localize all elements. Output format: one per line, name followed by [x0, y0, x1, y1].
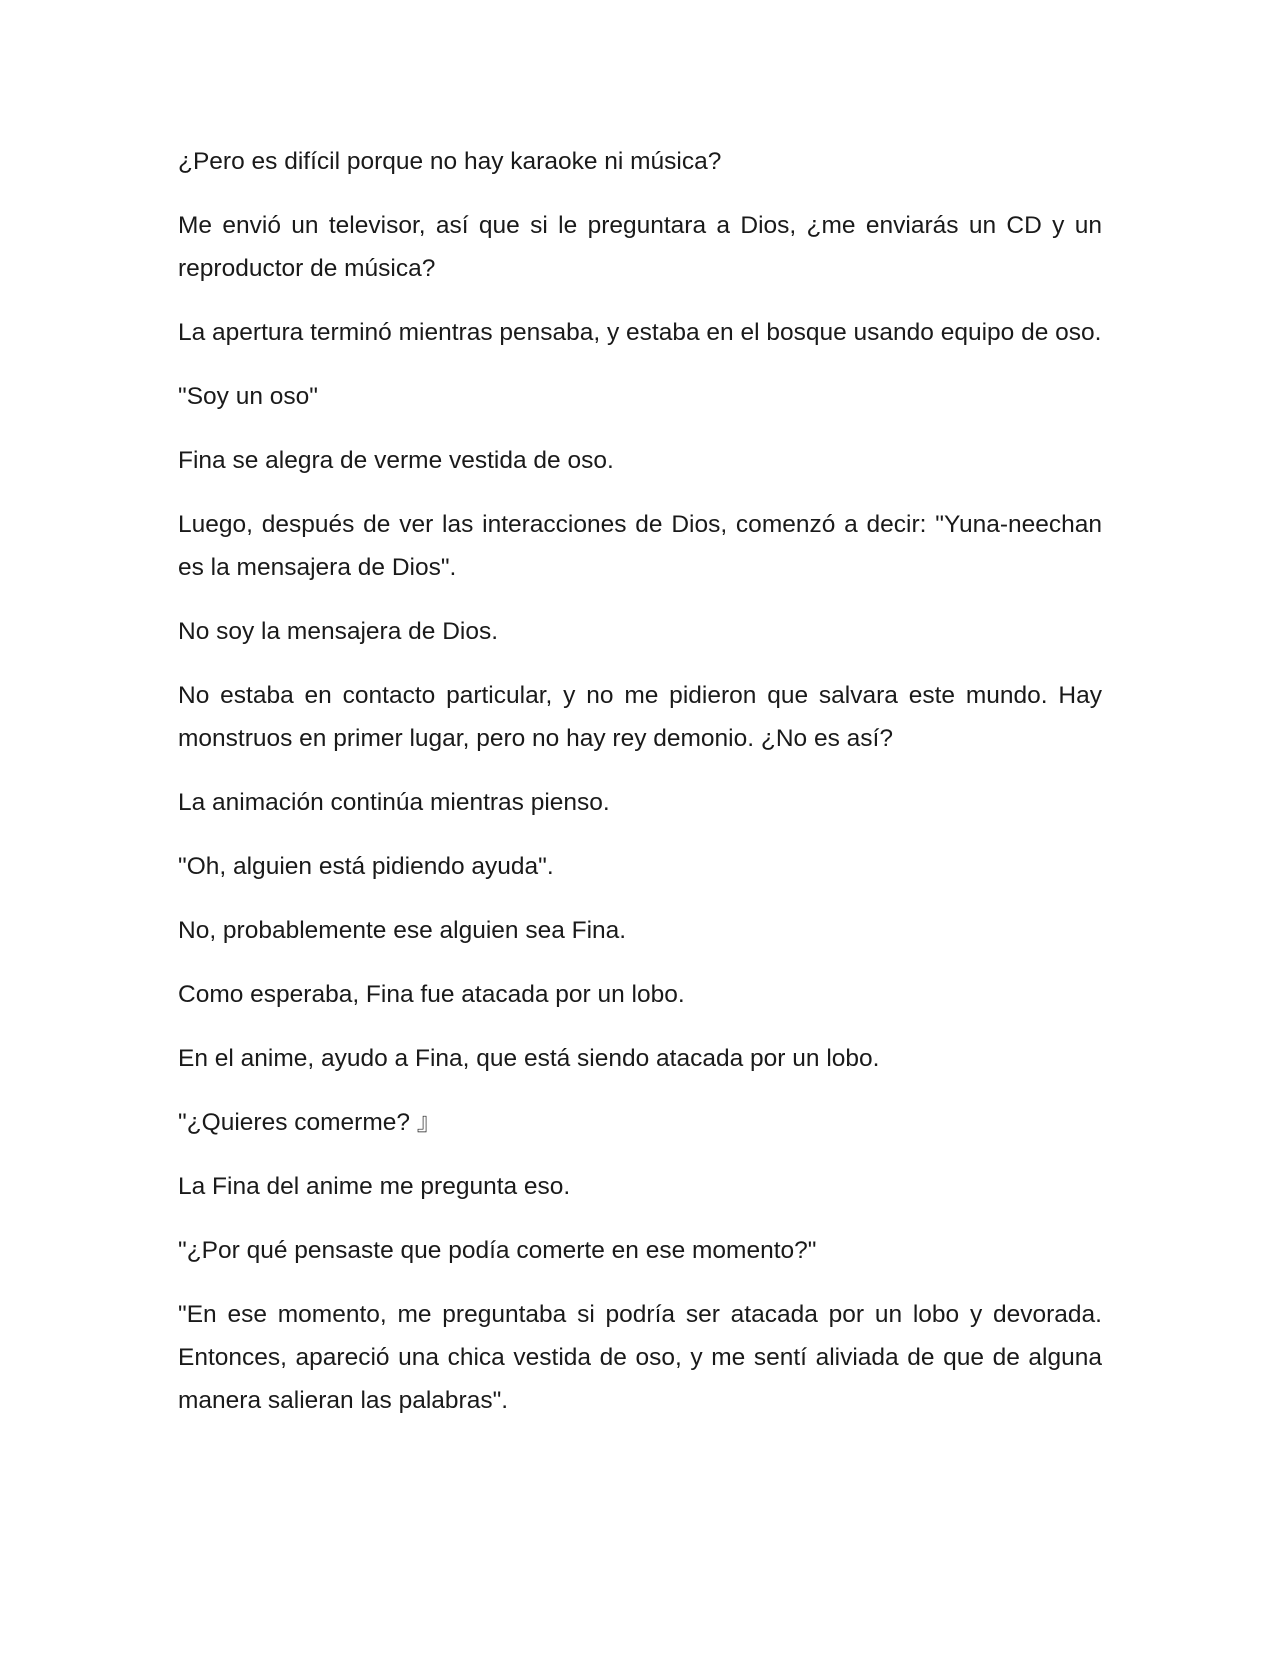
paragraph-9: La animación continúa mientras pienso.: [178, 789, 610, 816]
paragraph-4: "Soy un oso": [178, 383, 318, 410]
paragraph-15: La Fina del anime me pregunta eso.: [178, 1173, 571, 1200]
paragraph-17: "En ese momento, me preguntaba si podría ser atacada por un lobo y devorada. Entonces, apareció una chica vestida de oso, y me sentí aliviada de que de alguna manera salieran las palabras".: [178, 1301, 1102, 1414]
paragraph-2: Me envió un televisor, así que si le preguntara a Dios, ¿me enviarás un CD y un reproductor de música?: [178, 212, 1102, 282]
paragraph-13: En el anime, ayudo a Fina, que está siendo atacada por un lobo.: [178, 1045, 880, 1072]
paragraph-1: ¿Pero es difícil porque no hay karaoke ni música?: [178, 148, 722, 175]
paragraph-11: No, probablemente ese alguien sea Fina.: [178, 917, 627, 944]
paragraph-7: No soy la mensajera de Dios.: [178, 618, 499, 645]
paragraph-8: No estaba en contacto particular, y no me pidieron que salvara este mundo. Hay monstruos en primer lugar, pero no hay rey demonio. ¿No es así?: [178, 682, 1102, 752]
paragraph-6: Luego, después de ver las interacciones de Dios, comenzó a decir: "Yuna-neechan es la mensajera de Dios".: [178, 511, 1102, 581]
paragraph-16: "¿Por qué pensaste que podía comerte en ese momento?": [178, 1237, 817, 1264]
document-page: [178, 140, 1102, 1443]
paragraph-5: Fina se alegra de verme vestida de oso.: [178, 447, 614, 474]
paragraph-12: Como esperaba, Fina fue atacada por un lobo.: [178, 981, 685, 1008]
paragraph-10: "Oh, alguien está pidiendo ayuda".: [178, 853, 554, 880]
paragraph-14: "¿Quieres comerme? 』: [178, 1109, 442, 1136]
paragraph-3: La apertura terminó mientras pensaba, y estaba en el bosque usando equipo de oso.: [178, 319, 1102, 346]
